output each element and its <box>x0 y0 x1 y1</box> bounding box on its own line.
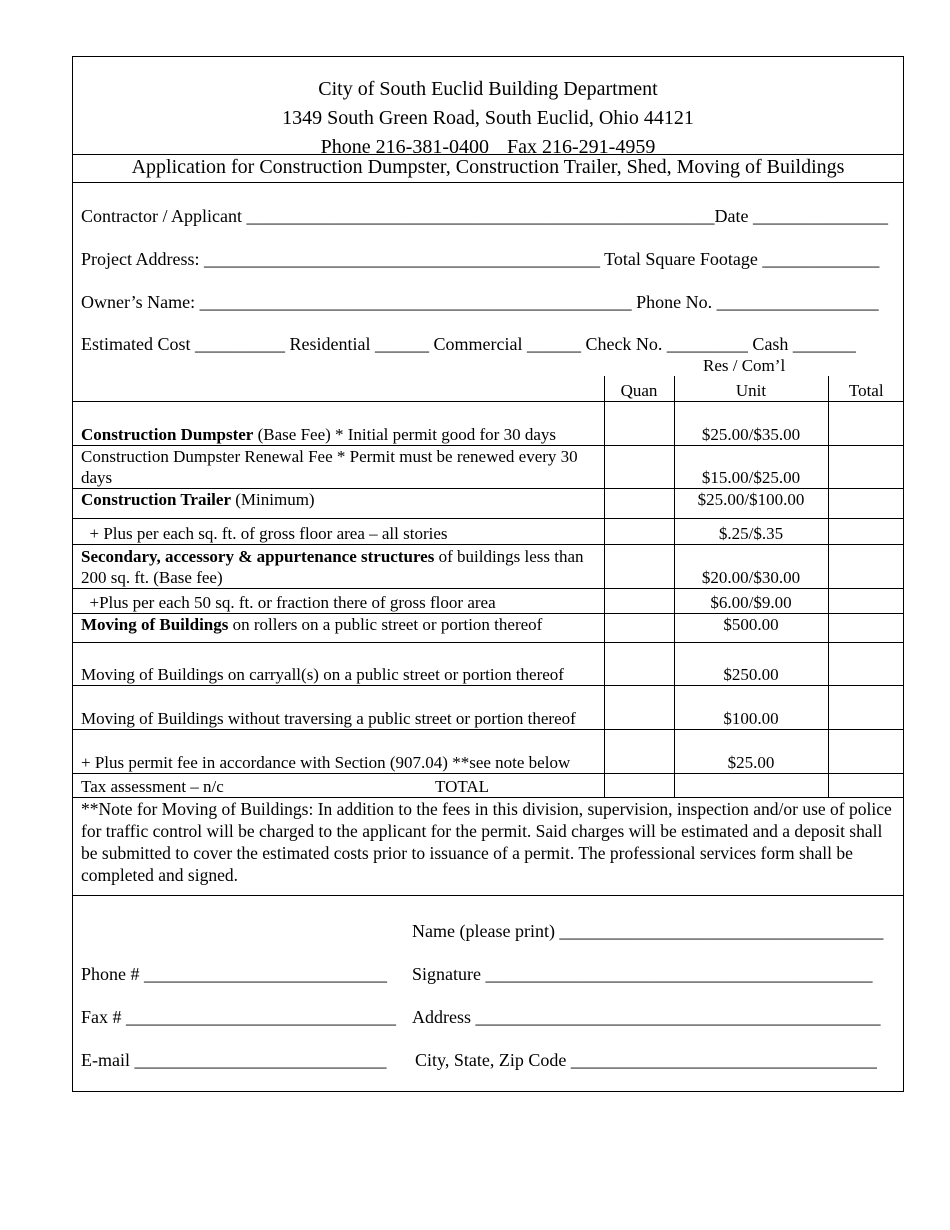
row-description: Construction Dumpster (Base Fee) * Initial permit good for 30 days <box>73 401 604 445</box>
address-field[interactable]: Address _____________________________________________ <box>412 1007 881 1027</box>
table-row <box>73 544 904 588</box>
row-quan-cell[interactable] <box>604 518 674 544</box>
row-unit: $.25/$.35 <box>674 518 828 544</box>
row-description: Construction Dumpster Renewal Fee * Permit must be renewed every 30 days <box>73 445 604 488</box>
row-total-cell[interactable] <box>828 544 904 588</box>
table-row <box>73 445 904 488</box>
owner-phone-field[interactable]: Owner’s Name: ________________________________________________ Phone No. __________________ <box>81 292 879 312</box>
row-unit: $500.00 <box>674 613 828 642</box>
contractor-date-field[interactable]: Contractor / Applicant ____________________________________________________Date _______________ <box>81 206 888 226</box>
row-unit: $20.00/$30.00 <box>674 544 828 588</box>
row-quan-cell[interactable] <box>604 445 674 488</box>
row-description: Moving of Buildings without traversing a public street or portion thereof <box>73 685 604 729</box>
row-total-cell[interactable] <box>828 613 904 642</box>
department-name: City of South Euclid Building Department <box>318 78 658 100</box>
row-quan-cell[interactable] <box>604 729 674 773</box>
row-description: +Plus per each 50 sq. ft. or fraction there of gross floor area <box>73 588 604 613</box>
department-phone: Phone 216-381-0400 <box>320 136 489 158</box>
row-quan-cell[interactable] <box>604 642 674 685</box>
row-description: Construction Trailer (Minimum) <box>73 488 604 518</box>
total-label: TOTAL <box>435 776 490 796</box>
row-unit: $25.00 <box>674 729 828 773</box>
row-description: + Plus permit fee in accordance with Section (907.04) **see note below <box>73 729 604 773</box>
table-row <box>73 685 904 729</box>
department-fax: Fax 216-291-4959 <box>507 136 656 158</box>
row-quan-cell[interactable] <box>604 401 674 445</box>
total-row <box>73 773 904 797</box>
row-description: + Plus per each sq. ft. of gross floor area – all stories <box>73 518 604 544</box>
row-total-cell[interactable] <box>828 401 904 445</box>
row-total-cell[interactable] <box>828 685 904 729</box>
row-quan-cell[interactable] <box>604 613 674 642</box>
row-total-cell[interactable] <box>828 729 904 773</box>
header-quan: Quan <box>604 376 674 401</box>
header-unit: Unit <box>674 376 828 401</box>
table-row <box>73 401 904 445</box>
tax-assessment-label: Tax assessment – n/c <box>81 776 224 796</box>
table-row <box>73 642 904 685</box>
res-com-label: Res / Com’l <box>703 356 786 375</box>
grand-total-cell[interactable] <box>828 773 904 797</box>
phone-field[interactable]: Phone # ___________________________ <box>81 964 387 984</box>
header-description <box>73 376 604 401</box>
fee-table-header <box>73 376 904 401</box>
cost-payment-field[interactable]: Estimated Cost __________ Residential ______ Commercial ______ Check No. _________ Cash _______ <box>81 334 856 354</box>
signature-field[interactable]: Signature ___________________________________________ <box>412 964 873 984</box>
fee-table <box>73 376 904 798</box>
row-description: Moving of Buildings on carryall(s) on a public street or portion thereof <box>73 642 604 685</box>
email-field[interactable]: E-mail ____________________________ <box>81 1050 387 1070</box>
moving-buildings-note: **Note for Moving of Buildings: In addition to the fees in this division, supervision, inspection and/or use of police for traffic control will be charged to the applicant for the permit. Said charges will be estimated and a deposit shall be submitted to cover the estimated costs prior to issuance of a permit. The professional services form shall be completed and signed. <box>81 799 892 885</box>
table-row <box>73 588 904 613</box>
city-state-zip-field[interactable]: City, State, Zip Code __________________________________ <box>415 1050 877 1070</box>
total-unit-cell[interactable] <box>674 773 828 797</box>
row-total-cell[interactable] <box>828 642 904 685</box>
department-header <box>73 57 903 158</box>
row-unit: $6.00/$9.00 <box>674 588 828 613</box>
row-quan-cell[interactable] <box>604 488 674 518</box>
row-total-cell[interactable] <box>828 488 904 518</box>
row-total-cell[interactable] <box>828 588 904 613</box>
signature-divider <box>73 895 903 896</box>
name-print-field[interactable]: Name (please print) ____________________________________ <box>412 921 884 941</box>
row-quan-cell[interactable] <box>604 588 674 613</box>
row-description: Secondary, accessory & appurtenance structures of buildings less than 200 sq. ft. (Base fee) <box>73 544 604 588</box>
row-unit: $25.00/$35.00 <box>674 401 828 445</box>
row-total-cell[interactable] <box>828 445 904 488</box>
table-row <box>73 488 904 518</box>
fax-field[interactable]: Fax # ______________________________ <box>81 1007 396 1027</box>
row-unit: $250.00 <box>674 642 828 685</box>
table-row <box>73 729 904 773</box>
row-unit: $100.00 <box>674 685 828 729</box>
row-unit: $15.00/$25.00 <box>674 445 828 488</box>
tax-total-cell <box>73 773 604 797</box>
header-total: Total <box>828 376 904 401</box>
table-row <box>73 518 904 544</box>
table-row <box>73 613 904 642</box>
row-quan-cell[interactable] <box>604 685 674 729</box>
application-form <box>72 56 904 1092</box>
row-total-cell[interactable] <box>828 518 904 544</box>
row-unit: $25.00/$100.00 <box>674 488 828 518</box>
department-address: 1349 South Green Road, South Euclid, Ohio 44121 <box>282 107 694 129</box>
form-title: Application for Construction Dumpster, Construction Trailer, Shed, Moving of Buildings <box>73 154 903 183</box>
total-quan-cell[interactable] <box>604 773 674 797</box>
row-description: Moving of Buildings on rollers on a public street or portion thereof <box>73 613 604 642</box>
project-address-field[interactable]: Project Address: ____________________________________________ Total Square Footage _____________ <box>81 249 880 269</box>
row-quan-cell[interactable] <box>604 544 674 588</box>
